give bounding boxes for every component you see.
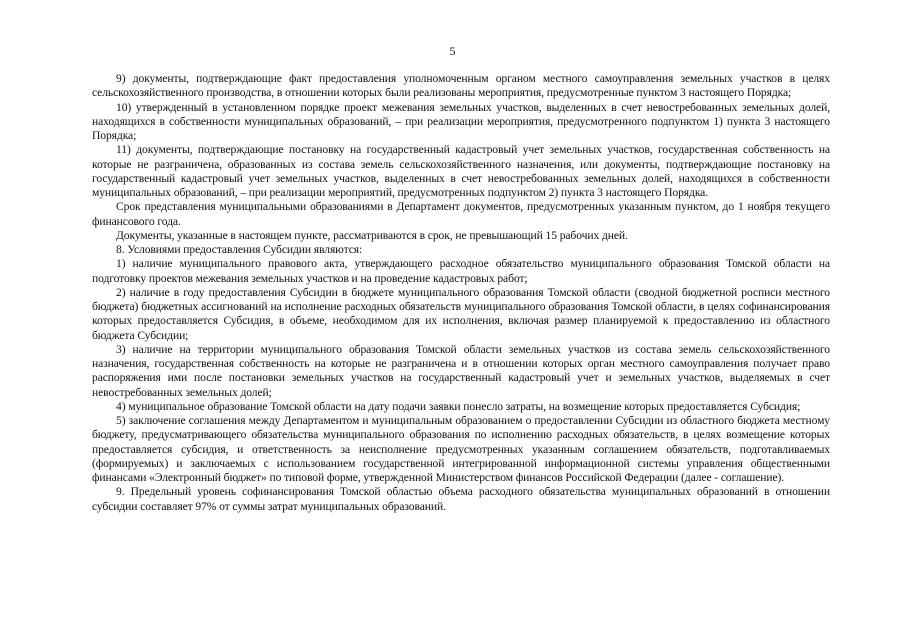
paragraph-item-9-documents: 9) документы, подтверждающие факт предоставления уполномоченным органом местного самоуправления земельных участков в целях сельскохозяйственного производства, в отношении которых были реализованы мероприятия, предусмотренные пунктом 3 настоящего Порядка; [92,72,830,100]
paragraph-section-8-heading: 8. Условиями предоставления Субсидии являются: [116,243,363,256]
page-number: 5 [449,44,456,58]
document-body [92,72,830,514]
paragraph-review-period: Документы, указанные в настоящем пункте, рассматриваются в срок, не превышающий 15 рабочих дней. [116,228,628,242]
paragraph-submission-deadline: Срок представления муниципальными образованиями в Департамент документов, предусмотренных указанным пунктом, до 1 ноября текущего финансового года. [92,200,830,228]
paragraph-section-9: 9. Предельный уровень софинансирования Томской областью объема расходного обязательства муниципальных образований в отношении субсидии составляет 97% от суммы затрат муниципальных образований. [92,485,830,513]
paragraph-condition-3: 3) наличие на территории муниципального образования Томской области земельных участков из состава земель сельскохозяйственного назначения, государственная собственность на которые не разграничена и в отношении которых орган местного самоуправления получает право распоряжения ими после постановки земельных участков на государственный кадастровый учет и земельных участков, выделяемых в счет невостребованных земельных долей; [92,342,830,399]
paragraph-condition-5: 5) заключение соглашения между Департаментом и муниципальным образованием о предоставлении Субсидии из областного бюджета местному бюджету, предусматривающего обязательства муниципального образования по исполнению расходных обязательств, в целях возмещение которых предоставляется субсидия, и ответственность за неисполнение предусмотренных указанным соглашением обязательств, подготавливаемых (формируемых) и заключаемых с использованием государственной интегрированной информационной системы управления общественными финансами «Электронный бюджет» по типовой форме, утвержденной Министерством финансов Российской Федерации (далее - соглашение). [92,414,830,484]
paragraph-condition-1: 1) наличие муниципального правового акта, утверждающего расходное обязательство муниципального образования Томской области на подготовку проектов межевания земельных участков и на проведение кадастровых работ; [92,257,830,285]
paragraph-condition-2: 2) наличие в году предоставления Субсидии в бюджете муниципального образования Томской области (сводной бюджетной росписи местного бюджета) бюджетных ассигнований на исполнение расходных обязательств муниципального образования Томской области, в целях софинансирования которых предоставляется Субсидия, в объеме, необходимом для их исполнения, включая размер планируемой к предоставлению из областного бюджета Субсидии; [92,285,830,342]
paragraph-item-10-survey-project: 10) утвержденный в установленном порядке проект межевания земельных участков, выделенных в счет невостребованных земельных долей, находящихся в собственности муниципальных образований, – при реализации мероприятия, предусмотренного подпунктом 1) пункта 3 настоящего Порядка; [92,100,830,142]
paragraph-item-11-cadastral-documents: 11) документы, подтверждающие постановку на государственный кадастровый учет земельных участков, государственная собственность на которые не разграничена, образованных из состава земель сельскохозяйственного назначения, или документы, подтверждающие постановку на государственный кадастровый учет земельных участков, выделенных в счет невостребованных земельных долей, находящихся в собственности муниципальных образований, – при реализации мероприятий, предусмотренных подпунктом 2) пункта 3 настоящего Порядка. [92,143,830,199]
paragraph-condition-4: 4) муниципальное образование Томской области на дату подачи заявки понесло затраты, на возмещение которых предоставляется Субсидия; [116,399,801,413]
